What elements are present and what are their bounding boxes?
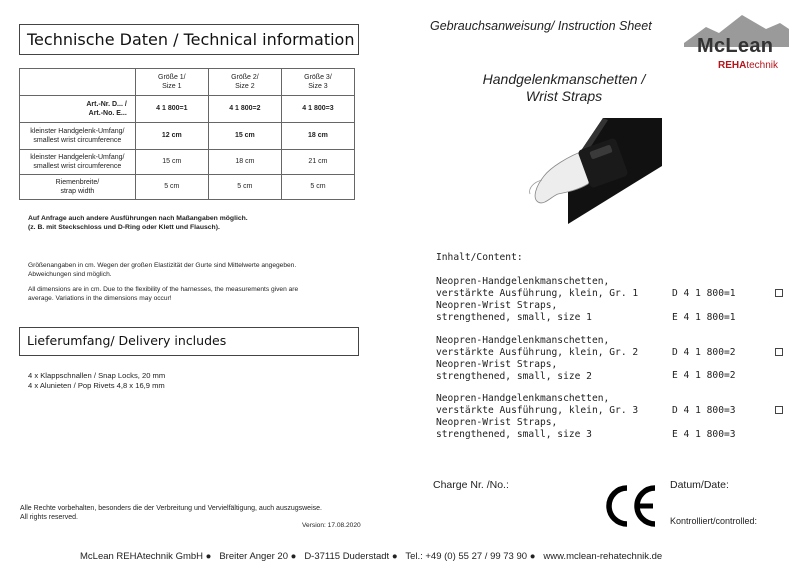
list-item: 4 x Alunieten / Pop Rivets 4,8 x 16,9 mm xyxy=(28,380,165,390)
table-row-label: kleinster Handgelenk-Umfang/ smallest wrist circumference xyxy=(20,150,136,175)
mclean-logo xyxy=(684,13,789,81)
table-cell: 15 cm xyxy=(208,123,281,150)
wrist-strap-photo xyxy=(528,110,663,240)
list-item: 4 x Klappschnallen / Snap Locks, 20 mm xyxy=(28,371,166,380)
item-1-checkbox[interactable] xyxy=(775,289,783,297)
table-header-size2: Größe 2/ Size 2 xyxy=(208,69,281,96)
table-row xyxy=(20,96,355,123)
delivery-heading-box xyxy=(19,327,359,356)
charge-number-label: Charge Nr. /No.: xyxy=(433,479,509,491)
table-row xyxy=(20,150,355,175)
table-cell: 18 cm xyxy=(208,150,281,175)
table-cell: 5 cm xyxy=(281,175,354,200)
item-2-checkbox[interactable] xyxy=(775,348,783,356)
item-3-code-en: E 4 1 800=3 xyxy=(672,429,736,440)
item-2-code-de: D 4 1 800=2 xyxy=(672,347,736,358)
instruction-title: Gebrauchsanweisung/ Instruction Sheet xyxy=(430,19,652,33)
table-cell: 12 cm xyxy=(135,123,208,150)
product-title: Handgelenkmanschetten / Wrist Straps xyxy=(482,71,646,104)
table-row xyxy=(20,175,355,200)
technical-info-heading: Technische Daten / Technical information xyxy=(27,30,355,49)
table-cell: 4 1 800=1 xyxy=(135,96,208,123)
rights-notice: Alle Rechte vorbehalten, besonders die der Verbreitung und Vervielfältigung, auch auszugsweise. All rights reserved. xyxy=(20,505,322,522)
technical-info-heading-box xyxy=(19,24,359,55)
delivery-heading: Lieferumfang/ Delivery includes xyxy=(27,333,227,348)
table-cell: 4 1 800=3 xyxy=(281,96,354,123)
table-header-size3: Größe 3/ Size 3 xyxy=(281,69,354,96)
table-cell: 15 cm xyxy=(135,150,208,175)
table-header-row xyxy=(20,69,355,96)
table-row-label: Art.-Nr. D... / Art.-No. E... xyxy=(20,96,136,123)
custom-request-note: Auf Anfrage auch andere Ausführungen nach Maßangaben möglich. (z. B. mit Steckschloss und D-Ring oder Klett und Flausch). xyxy=(28,215,248,232)
table-row-label: kleinster Handgelenk-Umfang/ smallest wrist circumference xyxy=(20,123,136,150)
technical-table xyxy=(19,68,355,200)
footer-website-link[interactable]: www.mclean-rehatechnik.de xyxy=(543,551,663,562)
bullet-icon: ● xyxy=(290,551,297,562)
item-1-code-de: D 4 1 800=1 xyxy=(672,288,736,299)
content-item-2-de: Neopren-Handgelenkmanschetten, verstärkte Ausführung, klein, Gr. 2 Neopren-Wrist Straps, strengthened, small, size 2 xyxy=(436,335,639,382)
date-label: Datum/Date: xyxy=(670,479,729,491)
bullet-icon: ● xyxy=(205,551,212,562)
item-1-code-en: E 4 1 800=1 xyxy=(672,312,736,323)
footer xyxy=(80,551,720,562)
ce-mark-icon xyxy=(603,484,659,528)
table-cell: 21 cm xyxy=(281,150,354,175)
table-corner-cell xyxy=(20,69,136,96)
table-row-label: Riemenbreite/ strap width xyxy=(20,175,136,200)
content-item-1-de: Neopren-Handgelenkmanschetten, verstärkte Ausführung, klein, Gr. 1 Neopren-Wrist Straps, strengthened, small, size 1 xyxy=(436,276,639,323)
table-row xyxy=(20,123,355,150)
logo-wordmark: McLean xyxy=(697,35,774,57)
table-cell: 4 1 800=2 xyxy=(208,96,281,123)
bullet-icon: ● xyxy=(529,551,536,562)
footer-street: Breiter Anger 20 xyxy=(219,551,288,562)
table-header-size1: Größe 1/ Size 1 xyxy=(135,69,208,96)
item-3-code-de: D 4 1 800=3 xyxy=(672,405,736,416)
item-2-code-en: E 4 1 800=2 xyxy=(672,370,736,381)
content-heading: Inhalt/Content: xyxy=(436,252,523,263)
content-item-3-de: Neopren-Handgelenkmanschetten, verstärkte Ausführung, klein, Gr. 3 Neopren-Wrist Straps, strengthened, small, size 3 xyxy=(436,393,639,440)
controlled-label: Kontrolliert/controlled: xyxy=(670,516,758,526)
delivery-list xyxy=(28,371,165,391)
table-cell: 18 cm xyxy=(281,123,354,150)
bullet-icon: ● xyxy=(391,551,398,562)
footer-company: McLean REHAtechnik GmbH xyxy=(80,551,204,562)
item-3-checkbox[interactable] xyxy=(775,406,783,414)
footer-city: D-37115 Duderstadt xyxy=(304,551,390,562)
dimension-note-de: Größenangaben in cm. Wegen der großen Elastizität der Gurte sind Mittelwerte angegeben. Abweichungen sind möglich. xyxy=(28,262,297,278)
table-cell: 5 cm xyxy=(208,175,281,200)
version-label: Version: 17.08.2020 xyxy=(302,522,361,529)
logo-subline: REHAtechnik xyxy=(718,60,779,71)
dimension-note-en: All dimensions are in cm. Due to the flexibility of the harnesses, the measurements given are average. Variations in the dimensions may occur! xyxy=(28,286,299,302)
footer-phone: Tel.: +49 (0) 55 27 / 99 73 90 xyxy=(405,551,528,562)
table-cell: 5 cm xyxy=(135,175,208,200)
